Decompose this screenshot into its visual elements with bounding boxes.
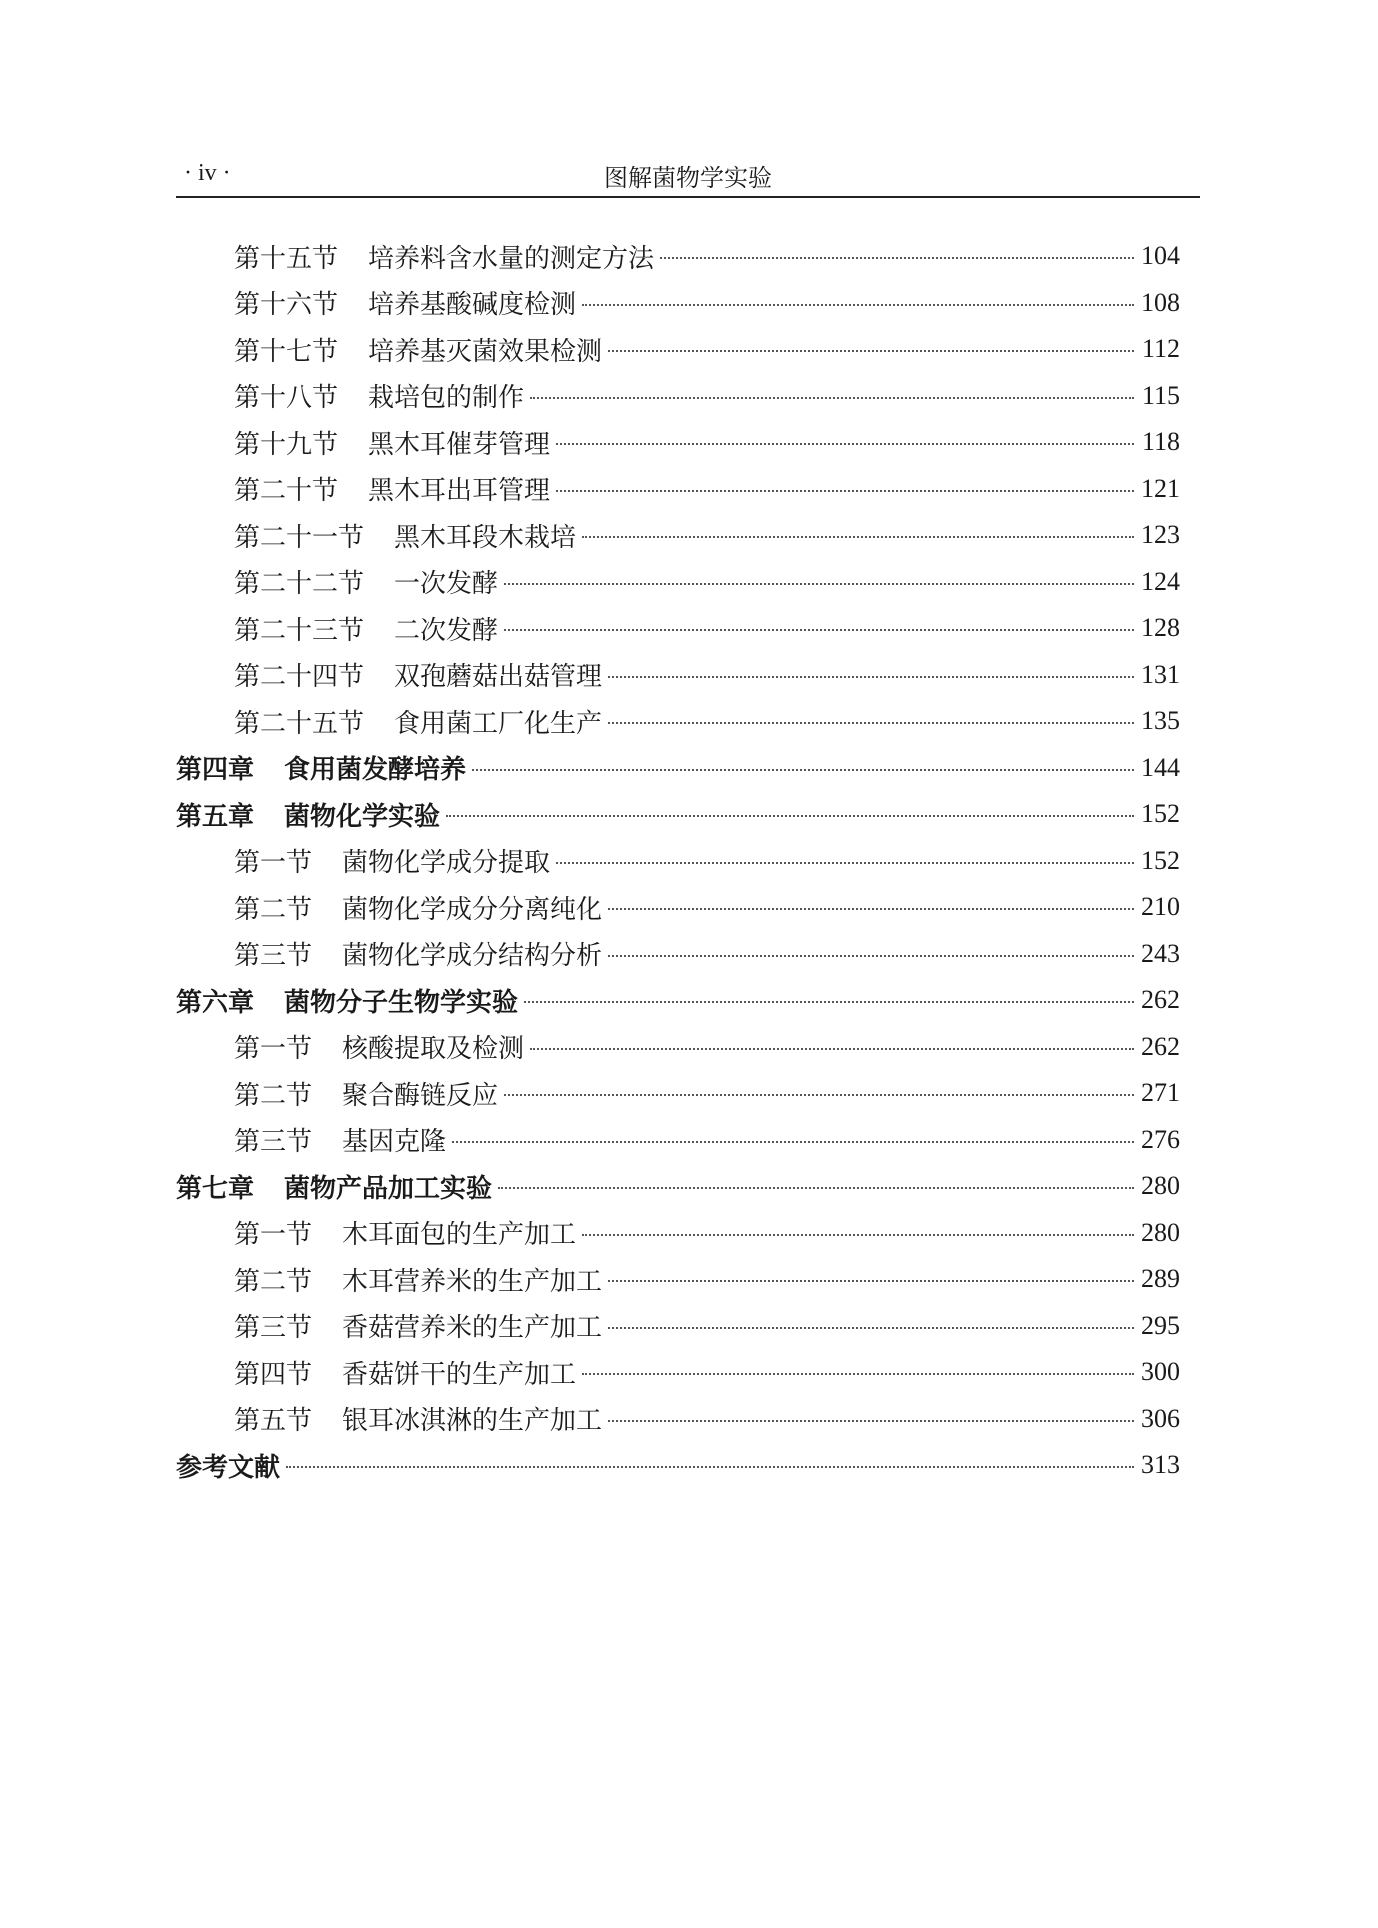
toc-section-entry[interactable] <box>176 1024 1196 1071</box>
entry-text <box>176 796 440 833</box>
entry-text <box>234 470 550 507</box>
toc-section-entry[interactable] <box>176 559 1196 606</box>
page-reference: 128 <box>1141 613 1180 643</box>
entry-title: 基因克隆 <box>342 1127 447 1158</box>
entry-text <box>234 1214 576 1251</box>
entry-text <box>234 1307 602 1344</box>
entry-title: 菌物化学成分分离纯化 <box>342 894 603 925</box>
toc-chapter-entry[interactable] <box>176 977 1196 1024</box>
entry-title: 菌物产品加工实验 <box>284 1173 493 1204</box>
dot-leader <box>446 815 1134 817</box>
page-reference: 300 <box>1141 1357 1180 1387</box>
entry-label: 第二十一节 <box>234 522 365 553</box>
page-header <box>176 150 1200 198</box>
dot-leader <box>504 629 1134 631</box>
entry-text <box>234 377 524 414</box>
entry-title: 菌物化学实验 <box>284 801 441 832</box>
book-title: 图解菌物学实验 <box>604 164 772 192</box>
toc-section-entry[interactable] <box>176 373 1196 420</box>
page-reference: 276 <box>1141 1124 1180 1154</box>
toc-chapter-entry[interactable] <box>176 1442 1196 1489</box>
entry-text <box>234 1354 576 1391</box>
dot-leader <box>608 350 1134 352</box>
entry-label: 第二十五节 <box>234 708 365 739</box>
entry-text <box>234 517 576 554</box>
page-reference: 144 <box>1141 752 1180 782</box>
entry-label: 第七章 <box>176 1173 255 1204</box>
entry-label: 第三节 <box>234 1127 313 1158</box>
dot-leader <box>504 1094 1134 1096</box>
page-reference: 108 <box>1141 287 1180 317</box>
entry-title: 香菇饼干的生产加工 <box>342 1359 577 1390</box>
toc-section-entry[interactable] <box>176 419 1196 466</box>
page-reference: 295 <box>1141 1310 1180 1340</box>
entry-text <box>234 1261 602 1298</box>
entry-text <box>234 935 602 972</box>
dot-leader <box>660 257 1134 259</box>
entry-label: 第六章 <box>176 987 255 1018</box>
entry-label: 第一节 <box>234 848 313 879</box>
toc-chapter-entry[interactable] <box>176 1163 1196 1210</box>
entry-label: 第十五节 <box>234 243 339 274</box>
entry-text <box>234 238 654 275</box>
toc-section-entry[interactable] <box>176 280 1196 327</box>
page-reference: 131 <box>1141 659 1180 689</box>
toc-section-entry[interactable] <box>176 931 1196 978</box>
entry-text <box>234 656 602 693</box>
dot-leader <box>608 955 1134 957</box>
page-reference: 313 <box>1141 1450 1180 1480</box>
dot-leader <box>472 769 1134 771</box>
toc-section-entry[interactable] <box>176 326 1196 373</box>
entry-title: 银耳冰淇淋的生产加工 <box>342 1406 603 1437</box>
entry-label: 参考文献 <box>176 1452 281 1483</box>
entry-title: 黑木耳出耳管理 <box>368 476 551 507</box>
page-reference: 280 <box>1141 1217 1180 1247</box>
page-reference: 118 <box>1141 427 1180 457</box>
page-reference: 115 <box>1141 380 1180 410</box>
page-reference: 152 <box>1141 845 1180 875</box>
entry-title: 二次发酵 <box>394 615 499 646</box>
page-reference: 210 <box>1141 892 1180 922</box>
dot-leader <box>286 1466 1134 1468</box>
entry-label: 第十九节 <box>234 429 339 460</box>
entry-label: 第四节 <box>234 1359 313 1390</box>
page-reference: 104 <box>1141 241 1180 271</box>
page-reference: 289 <box>1141 1264 1180 1294</box>
dot-leader <box>582 304 1134 306</box>
entry-title: 木耳面包的生产加工 <box>342 1220 577 1251</box>
page-number: · iv · <box>184 160 231 186</box>
entry-label: 第二十三节 <box>234 615 365 646</box>
entry-label: 第二节 <box>234 1080 313 1111</box>
toc-section-entry[interactable] <box>176 1396 1196 1443</box>
entry-label: 第十八节 <box>234 383 339 414</box>
entry-label: 第五节 <box>234 1406 313 1437</box>
dot-leader <box>608 1280 1134 1282</box>
entry-text <box>234 610 498 647</box>
toc-section-entry[interactable] <box>176 233 1196 280</box>
entry-title: 菌物化学成分结构分析 <box>342 941 603 972</box>
dot-leader <box>608 1327 1134 1329</box>
page-reference: 152 <box>1141 799 1180 829</box>
page-reference: 271 <box>1141 1078 1180 1108</box>
entry-text <box>234 424 550 461</box>
toc-section-entry[interactable] <box>176 1256 1196 1303</box>
entry-text <box>234 1075 498 1112</box>
toc-section-entry[interactable] <box>176 1349 1196 1396</box>
entry-title: 黑木耳催芽管理 <box>368 429 551 460</box>
entry-text <box>234 1028 524 1065</box>
dot-leader <box>530 397 1134 399</box>
page-reference: 112 <box>1141 334 1180 364</box>
entry-title: 食用菌工厂化生产 <box>394 708 603 739</box>
entry-title: 木耳营养米的生产加工 <box>342 1266 603 1297</box>
entry-title: 黑木耳段木栽培 <box>394 522 577 553</box>
page-reference: 123 <box>1141 520 1180 550</box>
toc-section-entry[interactable] <box>176 1303 1196 1350</box>
entry-label: 第四章 <box>176 755 255 786</box>
page-reference: 262 <box>1141 985 1180 1015</box>
dot-leader <box>608 722 1134 724</box>
page-reference: 262 <box>1141 1031 1180 1061</box>
entry-label: 第五章 <box>176 801 255 832</box>
entry-label: 第二节 <box>234 894 313 925</box>
dot-leader <box>556 490 1134 492</box>
toc-section-entry[interactable] <box>176 1117 1196 1164</box>
entry-text <box>234 889 602 926</box>
dot-leader <box>556 443 1134 445</box>
entry-label: 第三节 <box>234 941 313 972</box>
dot-leader <box>530 1048 1134 1050</box>
entry-text <box>234 331 602 368</box>
page-reference: 135 <box>1141 706 1180 736</box>
dot-leader <box>608 1420 1134 1422</box>
entry-title: 香菇营养米的生产加工 <box>342 1313 603 1344</box>
entry-label: 第二十节 <box>234 476 339 507</box>
entry-text <box>234 703 602 740</box>
entry-text <box>234 842 550 879</box>
entry-text <box>234 563 498 600</box>
entry-label: 第一节 <box>234 1220 313 1251</box>
page-reference: 280 <box>1141 1171 1180 1201</box>
toc-section-entry[interactable] <box>176 838 1196 885</box>
entry-title: 栽培包的制作 <box>368 383 525 414</box>
page-reference: 243 <box>1141 938 1180 968</box>
toc-chapter-entry[interactable] <box>176 745 1196 792</box>
entry-title: 核酸提取及检测 <box>342 1034 525 1065</box>
entry-label: 第十七节 <box>234 336 339 367</box>
entry-title: 菌物化学成分提取 <box>342 848 551 879</box>
dot-leader <box>582 1373 1134 1375</box>
entry-label: 第三节 <box>234 1313 313 1344</box>
toc-section-entry[interactable] <box>176 652 1196 699</box>
entry-text <box>176 982 518 1019</box>
toc-section-entry[interactable] <box>176 1070 1196 1117</box>
toc-section-entry[interactable] <box>176 605 1196 652</box>
entry-title: 双孢蘑菇出菇管理 <box>394 662 603 693</box>
entry-text <box>176 1447 280 1484</box>
toc-section-entry[interactable] <box>176 698 1196 745</box>
page-reference: 124 <box>1141 566 1180 596</box>
entry-title: 一次发酵 <box>394 569 499 600</box>
dot-leader <box>608 908 1134 910</box>
table-of-contents <box>176 233 1196 1489</box>
toc-section-entry[interactable] <box>176 466 1196 513</box>
entry-text <box>234 284 576 321</box>
entry-text <box>234 1121 446 1158</box>
toc-chapter-entry[interactable] <box>176 791 1196 838</box>
entry-label: 第二节 <box>234 1266 313 1297</box>
entry-text <box>176 749 466 786</box>
entry-label: 第二十四节 <box>234 662 365 693</box>
toc-section-entry[interactable] <box>176 1210 1196 1257</box>
dot-leader <box>608 676 1134 678</box>
dot-leader <box>504 583 1134 585</box>
entry-title: 培养料含水量的测定方法 <box>368 243 655 274</box>
toc-section-entry[interactable] <box>176 512 1196 559</box>
dot-leader <box>524 1001 1134 1003</box>
entry-title: 培养基酸碱度检测 <box>368 290 577 321</box>
page-reference: 121 <box>1141 473 1180 503</box>
dot-leader <box>582 1234 1134 1236</box>
dot-leader <box>452 1141 1134 1143</box>
page-reference: 306 <box>1141 1403 1180 1433</box>
entry-label: 第二十二节 <box>234 569 365 600</box>
entry-title: 聚合酶链反应 <box>342 1080 499 1111</box>
dot-leader <box>582 536 1134 538</box>
dot-leader <box>556 862 1134 864</box>
dot-leader <box>498 1187 1134 1189</box>
entry-label: 第一节 <box>234 1034 313 1065</box>
entry-text <box>176 1168 492 1205</box>
entry-text <box>234 1400 602 1437</box>
toc-section-entry[interactable] <box>176 884 1196 931</box>
entry-title: 菌物分子生物学实验 <box>284 987 519 1018</box>
entry-title: 培养基灭菌效果检测 <box>368 336 603 367</box>
entry-title: 食用菌发酵培养 <box>284 755 467 786</box>
entry-label: 第十六节 <box>234 290 339 321</box>
